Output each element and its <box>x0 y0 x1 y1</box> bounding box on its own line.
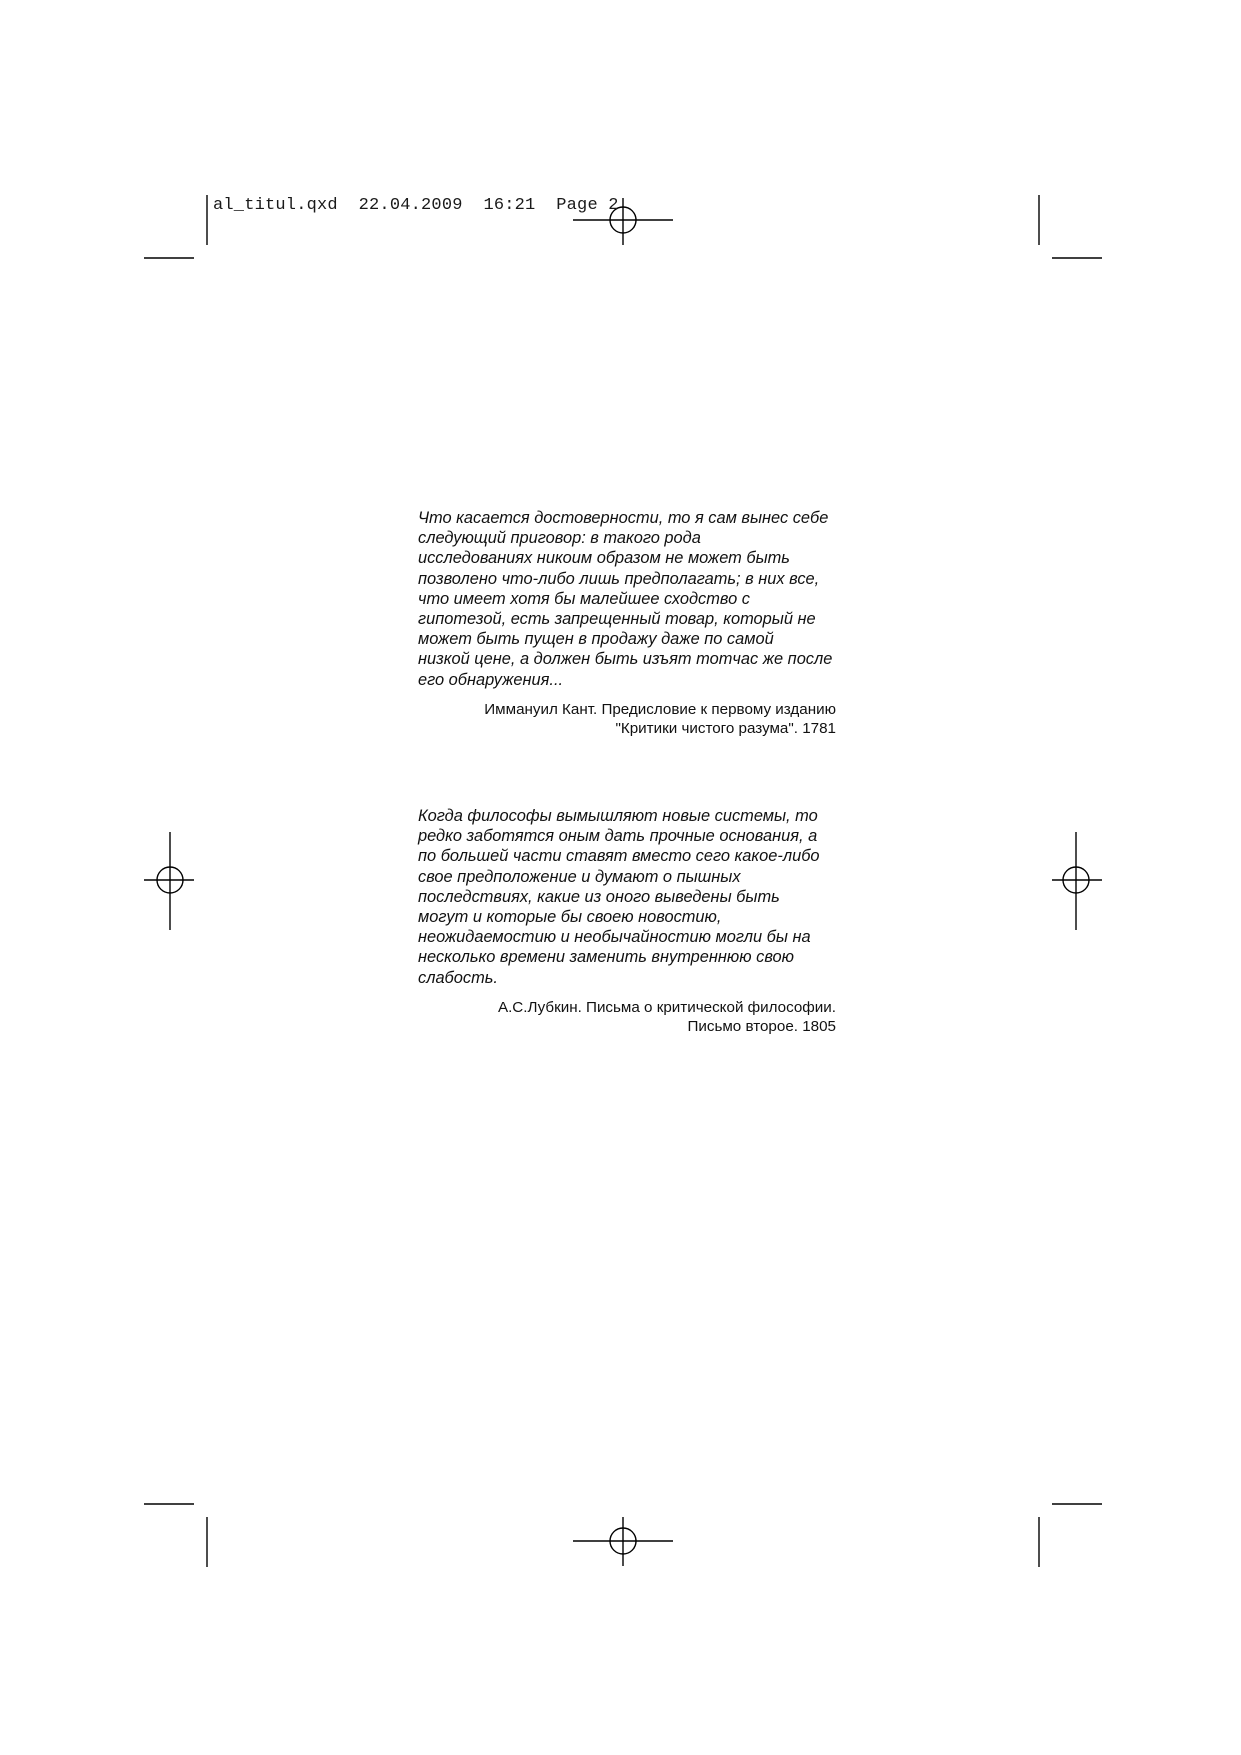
attribution-line: Иммануил Кант. Предисловие к первому изданию <box>484 700 836 718</box>
quote-line: редко заботятся оным дать прочные основания, а <box>418 827 818 846</box>
quote-line: низкой цене, а должен быть изъят тотчас же после <box>418 650 833 669</box>
quote-line: может быть пущен в продажу даже по самой <box>418 630 774 649</box>
quote-line: свое предположение и думают о пышных <box>418 867 741 886</box>
crop-mark-bottom-right <box>1039 1504 1102 1567</box>
quote-line: последствиях, какие из оного выведены быть <box>418 887 780 906</box>
quote-line: позволено что-либо лишь предполагать; в них все, <box>418 569 820 588</box>
attribution-line: А.С.Лубкин. Письма о критической философии. <box>497 998 836 1016</box>
slug-line: al_titul.qxd 22.04.2009 16:21 Page 2 <box>213 196 619 215</box>
quote-line: гипотезой, есть запрещенный товар, который не <box>418 610 816 629</box>
quote-attribution <box>418 998 836 1037</box>
quote-line: его обнаружения... <box>418 670 564 689</box>
quote-line: исследованиях никоим образом не может быть <box>418 549 790 568</box>
registration-mark-right <box>1052 832 1102 930</box>
crop-mark-bottom-left <box>144 1504 207 1567</box>
quote-attribution <box>418 700 836 739</box>
attribution-line: Письмо второе. 1805 <box>687 1018 836 1036</box>
quote-line: неожидаемостию и необычайностию могли бы на <box>418 928 811 947</box>
epigraph-lubkin <box>418 806 848 1037</box>
quote-line: по большей части ставят вместо сего какое-либо <box>418 847 820 866</box>
quote-line: Что касается достоверности, то я сам вынес себе <box>418 509 829 527</box>
quote-text <box>418 806 848 988</box>
registration-mark-left <box>144 832 194 930</box>
quote-line: несколько времени заменить внутреннюю свою <box>418 948 794 967</box>
registration-mark-bottom <box>573 1517 673 1566</box>
quote-line: слабость. <box>418 968 498 987</box>
quote-line: следующий приговор: в такого рода <box>418 529 701 548</box>
crop-mark-top-right <box>1039 195 1102 258</box>
epigraph-kant <box>418 508 848 739</box>
attribution-line: "Критики чистого разума". 1781 <box>615 720 836 738</box>
quote-line: что имеет хотя бы малейшее сходство с <box>418 589 750 608</box>
crop-mark-top-left <box>144 195 207 258</box>
quote-text <box>418 508 848 690</box>
quote-line: Когда философы вымышляют новые системы, то <box>418 807 818 825</box>
quote-line: могут и которые бы своею новостию, <box>418 908 722 927</box>
